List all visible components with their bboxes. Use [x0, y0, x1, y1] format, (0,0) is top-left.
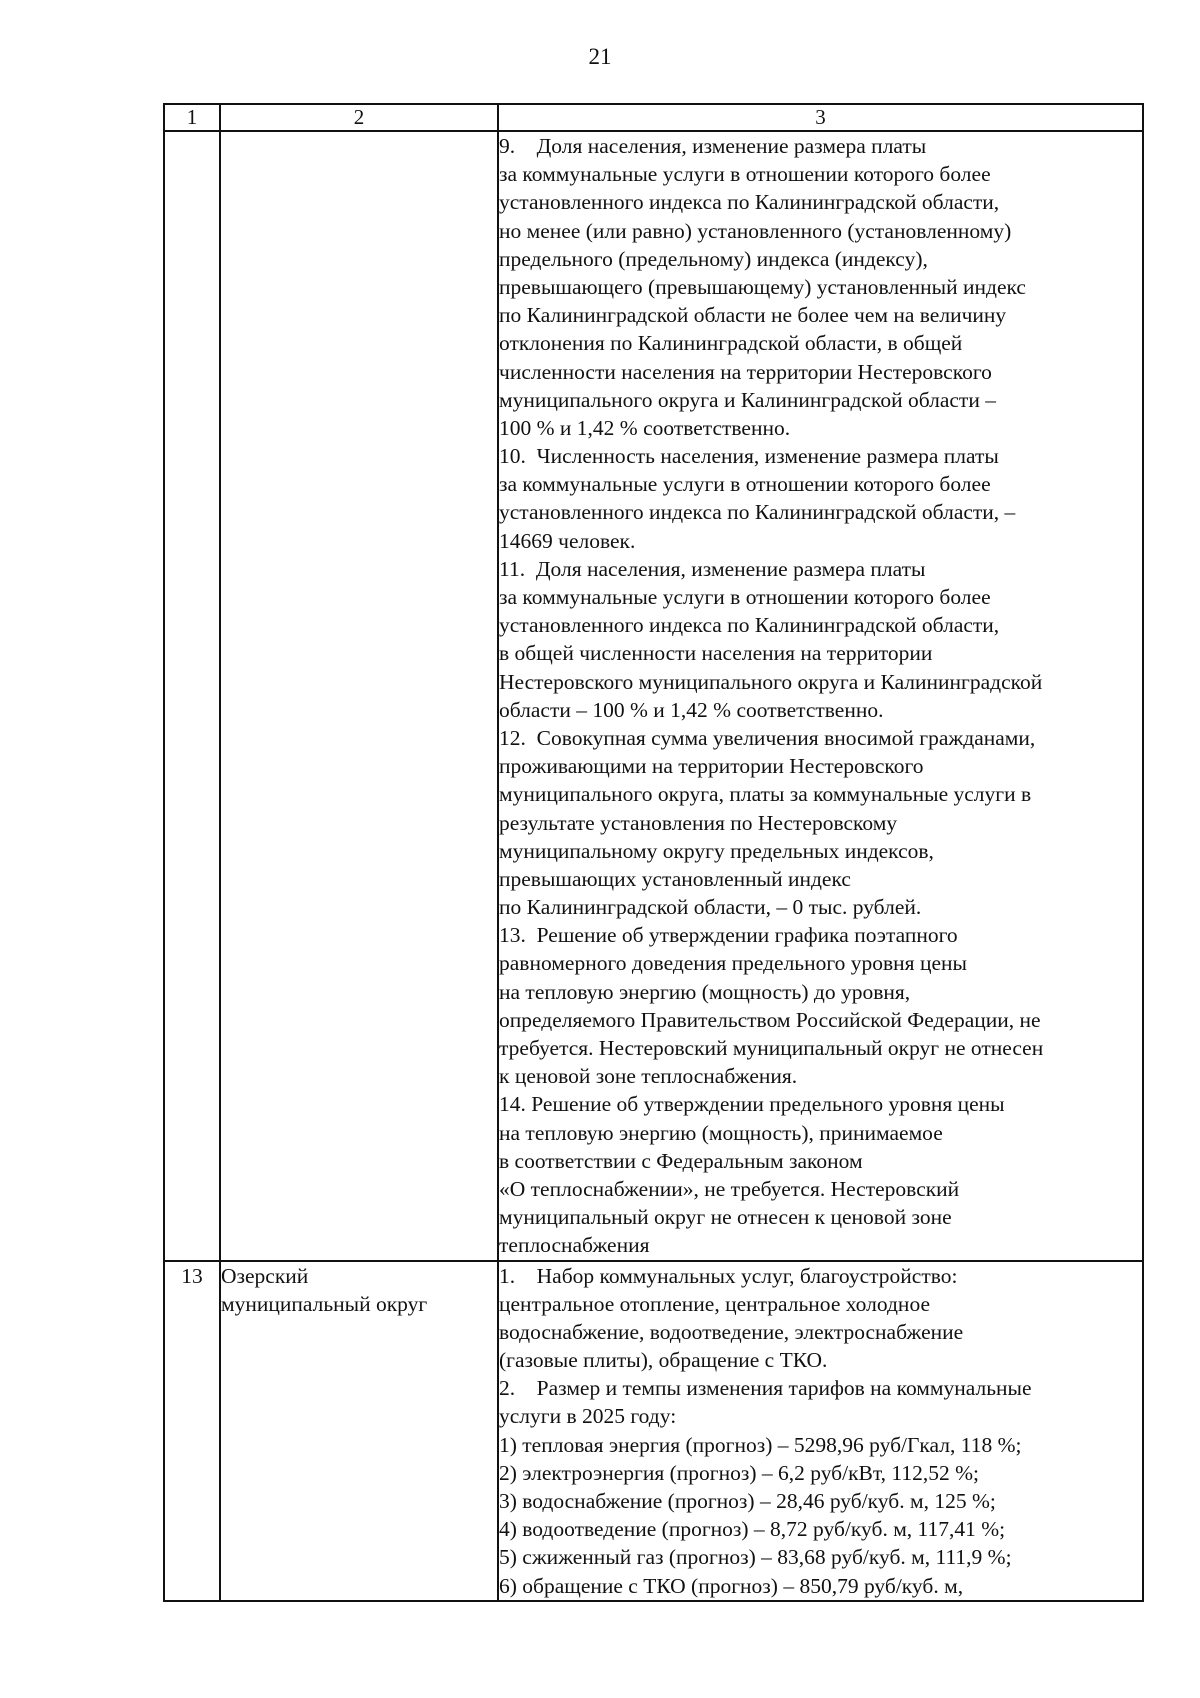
text-line: 1) тепловая энергия (прогноз) – 5298,96 руб/Гкал, 118 %; [499, 1432, 1022, 1457]
text-line: 14. Решение об утверждении предельного уровня цены [499, 1092, 1005, 1117]
text-line: на тепловую энергию (мощность) до уровня, [499, 979, 911, 1004]
text-line: 6) обращение с ТКО (прогноз) – 850,79 руб/куб. м, [499, 1573, 964, 1598]
text-line: муниципальному округу предельных индексов, [499, 838, 934, 863]
text-line: области – 100 % и 1,42 % соответственно. [499, 697, 884, 722]
text-line: 9. Доля населения, изменение размера платы [499, 134, 927, 158]
text-line: 5) сжиженный газ (прогноз) – 83,68 руб/куб. м, 111,9 %; [499, 1545, 1012, 1570]
text-line: предельного (предельному) индекса (индексу), [499, 246, 928, 271]
text-line: 2. Размер и темпы изменения тарифов на коммунальные [499, 1376, 1032, 1401]
description-cell [498, 131, 1143, 1261]
text-line: к ценовой зоне теплоснабжения. [499, 1064, 798, 1089]
municipality-name-line: муниципальный округ [221, 1291, 428, 1316]
municipality-name-line: Озерский [221, 1263, 309, 1288]
text-line: 1. Набор коммунальных услуг, благоустройство: [499, 1263, 958, 1288]
text-line: водоснабжение, водоотведение, электроснабжение [499, 1319, 964, 1344]
text-line: за коммунальные услуги в отношении которого более [499, 472, 991, 497]
table-row [164, 1261, 1143, 1601]
text-line: в общей численности населения на территории [499, 641, 933, 666]
text-line: за коммунальные услуги в отношении которого более [499, 585, 991, 609]
text-line: Нестеровского муниципального округа и Калининградской [499, 669, 1043, 694]
text-line: установленного индекса по Калининградской области, [499, 190, 1000, 215]
text-line: численности населения на территории Нестеровского [499, 359, 992, 384]
municipality-name-cell [220, 1261, 498, 1601]
text-line: по Калининградской области, – 0 тыс. рублей. [499, 895, 922, 920]
text-line: муниципальный округ не отнесен к ценовой зоне [499, 1205, 952, 1230]
text-line: результате установления по Нестеровскому [499, 810, 898, 835]
text-line: на тепловую энергию (мощность), принимаемое [499, 1120, 943, 1145]
text-line: центральное отопление, центральное холодное [499, 1291, 930, 1316]
text-line: отклонения по Калининградской области, в общей [499, 331, 963, 356]
text-line: муниципального округа, платы за коммунальные услуги в [499, 782, 1032, 807]
column-header-1: 1 [164, 104, 220, 131]
text-line: превышающих установленный индекс [499, 866, 851, 891]
municipality-name-cell [220, 131, 498, 1261]
text-line: определяемого Правительством Российской Федерации, не [499, 1007, 1041, 1032]
text-line: муниципального округа и Калининградской области – [499, 387, 996, 412]
text-line: установленного индекса по Калининградской области, – [499, 500, 1016, 525]
column-header-2: 2 [220, 104, 498, 131]
text-line: в соответствии с Федеральным законом [499, 1148, 863, 1173]
text-line: равномерного доведения предельного уровня цены [499, 951, 967, 976]
text-line: 12. Совокупная сумма увеличения вносимой гражданами, [499, 725, 1036, 750]
text-line: превышающего (превышающему) установленный индекс [499, 274, 1026, 299]
text-line: 100 % и 1,42 % соответственно. [499, 415, 791, 440]
text-line: 13. Решение об утверждении графика поэтапного [499, 923, 958, 948]
text-line: установленного индекса по Калининградской области, [499, 613, 1000, 638]
text-line: 14669 человек. [499, 528, 636, 553]
row-number [164, 131, 220, 1261]
text-line: 4) водоотведение (прогноз) – 8,72 руб/куб. м, 117,41 %; [499, 1517, 1006, 1542]
text-line: но менее (или равно) установленного (установленному) [499, 218, 1012, 243]
description-cell [498, 1261, 1143, 1601]
row-number: 13 [164, 1261, 220, 1601]
text-line: 3) водоснабжение (прогноз) – 28,46 руб/куб. м, 125 %; [499, 1489, 996, 1513]
text-line: теплоснабжения [499, 1233, 650, 1258]
text-line: 2) электроэнергия (прогноз) – 6,2 руб/кВт, 112,52 %; [499, 1460, 979, 1485]
text-line: 10. Численность населения, изменение размера платы [499, 444, 999, 469]
table-header-row [164, 104, 1143, 131]
text-line: услуги в 2025 году: [499, 1404, 677, 1429]
text-line: за коммунальные услуги в отношении которого более [499, 162, 991, 187]
text-line: (газовые плиты), обращение с ТКО. [499, 1348, 828, 1373]
table-row [164, 131, 1143, 1261]
column-header-3: 3 [498, 104, 1143, 131]
page-number: 21 [588, 44, 612, 69]
text-line: проживающими на территории Нестеровского [499, 754, 924, 779]
text-line: 11. Доля населения, изменение размера платы [499, 556, 926, 581]
document-table [163, 103, 1144, 1602]
text-line: требуется. Нестеровский муниципальный округ не отнесен [499, 1036, 1044, 1060]
text-line: по Калининградской области не более чем на величину [499, 303, 1007, 328]
text-line: «О теплоснабжении», не требуется. Нестеровский [499, 1176, 960, 1201]
